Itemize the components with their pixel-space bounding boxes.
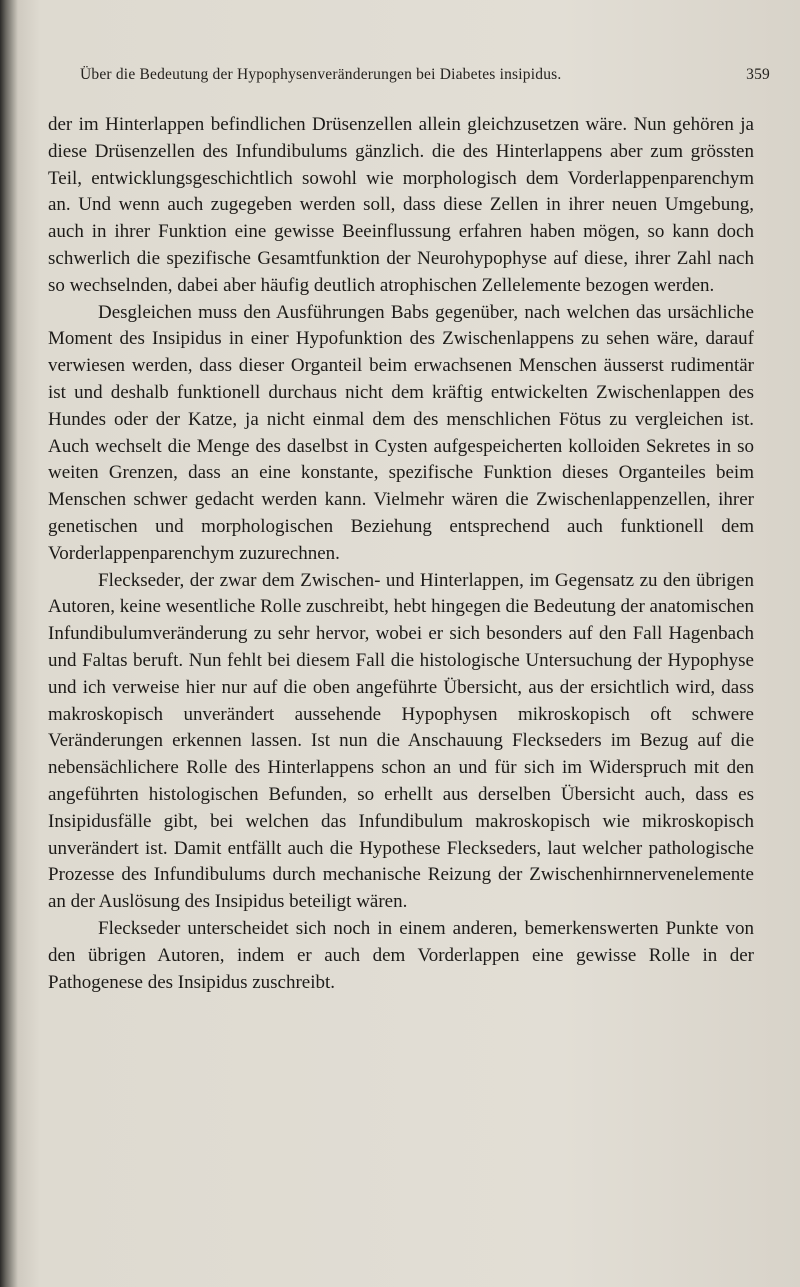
running-head (80, 66, 770, 90)
paragraph-4: Fleckseder unterscheidet sich noch in einem anderen, bemerkenswerten Punkte von den übrigen Autoren, indem er auch dem Vorderlappen eine gewisse Rolle in der Pathogenese des Insipidus zuschreibt. (48, 917, 754, 993)
paragraph-1: der im Hinterlappen befindlichen Drüsenzellen allein gleichzusetzen wäre. Nun gehören ja diese Drüsenzellen des Infundibulums gänzlich. die des Hinterlappens aber zum grössten Teil, entwicklungsgeschichtlich sowohl wie morphologisch dem Vorderlappenparenchym an. Und wenn auch zugegeben werden soll, dass diese Zellen in ihrer neuen Umgebung, auch in ihrer Funktion eine gewisse Beeinflussung erfahren haben mögen, so kann doch schwerlich die spezifische Gesamtfunktion der Neurohypophyse auf diese, ihrer Zahl nach so wechselnden, dabei aber häufig deutlich atrophischen Zellelemente bezogen werden. (48, 114, 754, 296)
running-head-title: Über die Bedeutung der Hypophysenveränderungen bei Diabetes insipidus. (80, 66, 562, 83)
page-number: 359 (746, 66, 770, 83)
paragraph-3: Fleckseder, der zwar dem Zwischen- und Hinterlappen, im Gegensatz zu den übrigen Autoren, keine wesentliche Rolle zuschreibt, hebt hingegen die Bedeutung der anatomischen Infundibulumveränderung zu sehr hervor, wobei er sich besonders auf den Fall Hagenbach und Faltas beruft. Nun fehlt bei diesem Fall die histologische Untersuchung der Hypophyse und ich verweise hier nur auf die oben angeführte Übersicht, aus der ersichtlich wird, dass makroskopisch unverändert aussehende Hypophysen mikroskopisch oft schwere Veränderungen erkennen lassen. Ist nun die Anschauung Fleckseders im Bezug auf die nebensächlichere Rolle des Hinterlappens schon an und für sich im Widerspruch mit den angeführten histologischen Befunden, so erhellt aus derselben Übersicht auch, dass es Insipidusfälle gibt, bei welchen das Infundibulum makroskopisch wie mikroskopisch unverändert ist. Damit entfällt auch die Hypothese Fleckseders, laut welcher pathologische Prozesse des Infundibulums durch mechanische Reizung der Zwischenhirnnervenelemente an der Auslösung des Insipidus beteiligt wären. (48, 569, 754, 913)
paragraph-2: Desgleichen muss den Ausführungen Babs gegenüber, nach welchen das ursächliche Moment des Insipidus in einer Hypofunktion des Zwischenlappens zu sehen wäre, darauf verwiesen werden, dass dieser Organteil beim erwachsenen Menschen äusserst rudimentär ist und deshalb funktionell durchaus nicht dem kräftig entwickelten Zwischenlappen des Hundes oder der Katze, ja nicht einmal dem des menschlichen Fötus zu vergleichen ist. Auch wechselt die Menge des daselbst in Cysten aufgespeicherten kolloiden Sekretes in so weiten Grenzen, dass an eine konstante, spezifische Funktion dieses Organteiles beim Menschen schwer gedacht werden kann. Vielmehr wären die Zwischenlappenzellen, ihrer genetischen und morphologischen Beziehung entsprechend auch funktionell dem Vorderlappenparenchym zuzurechnen. (48, 301, 754, 564)
body-text (48, 112, 754, 996)
